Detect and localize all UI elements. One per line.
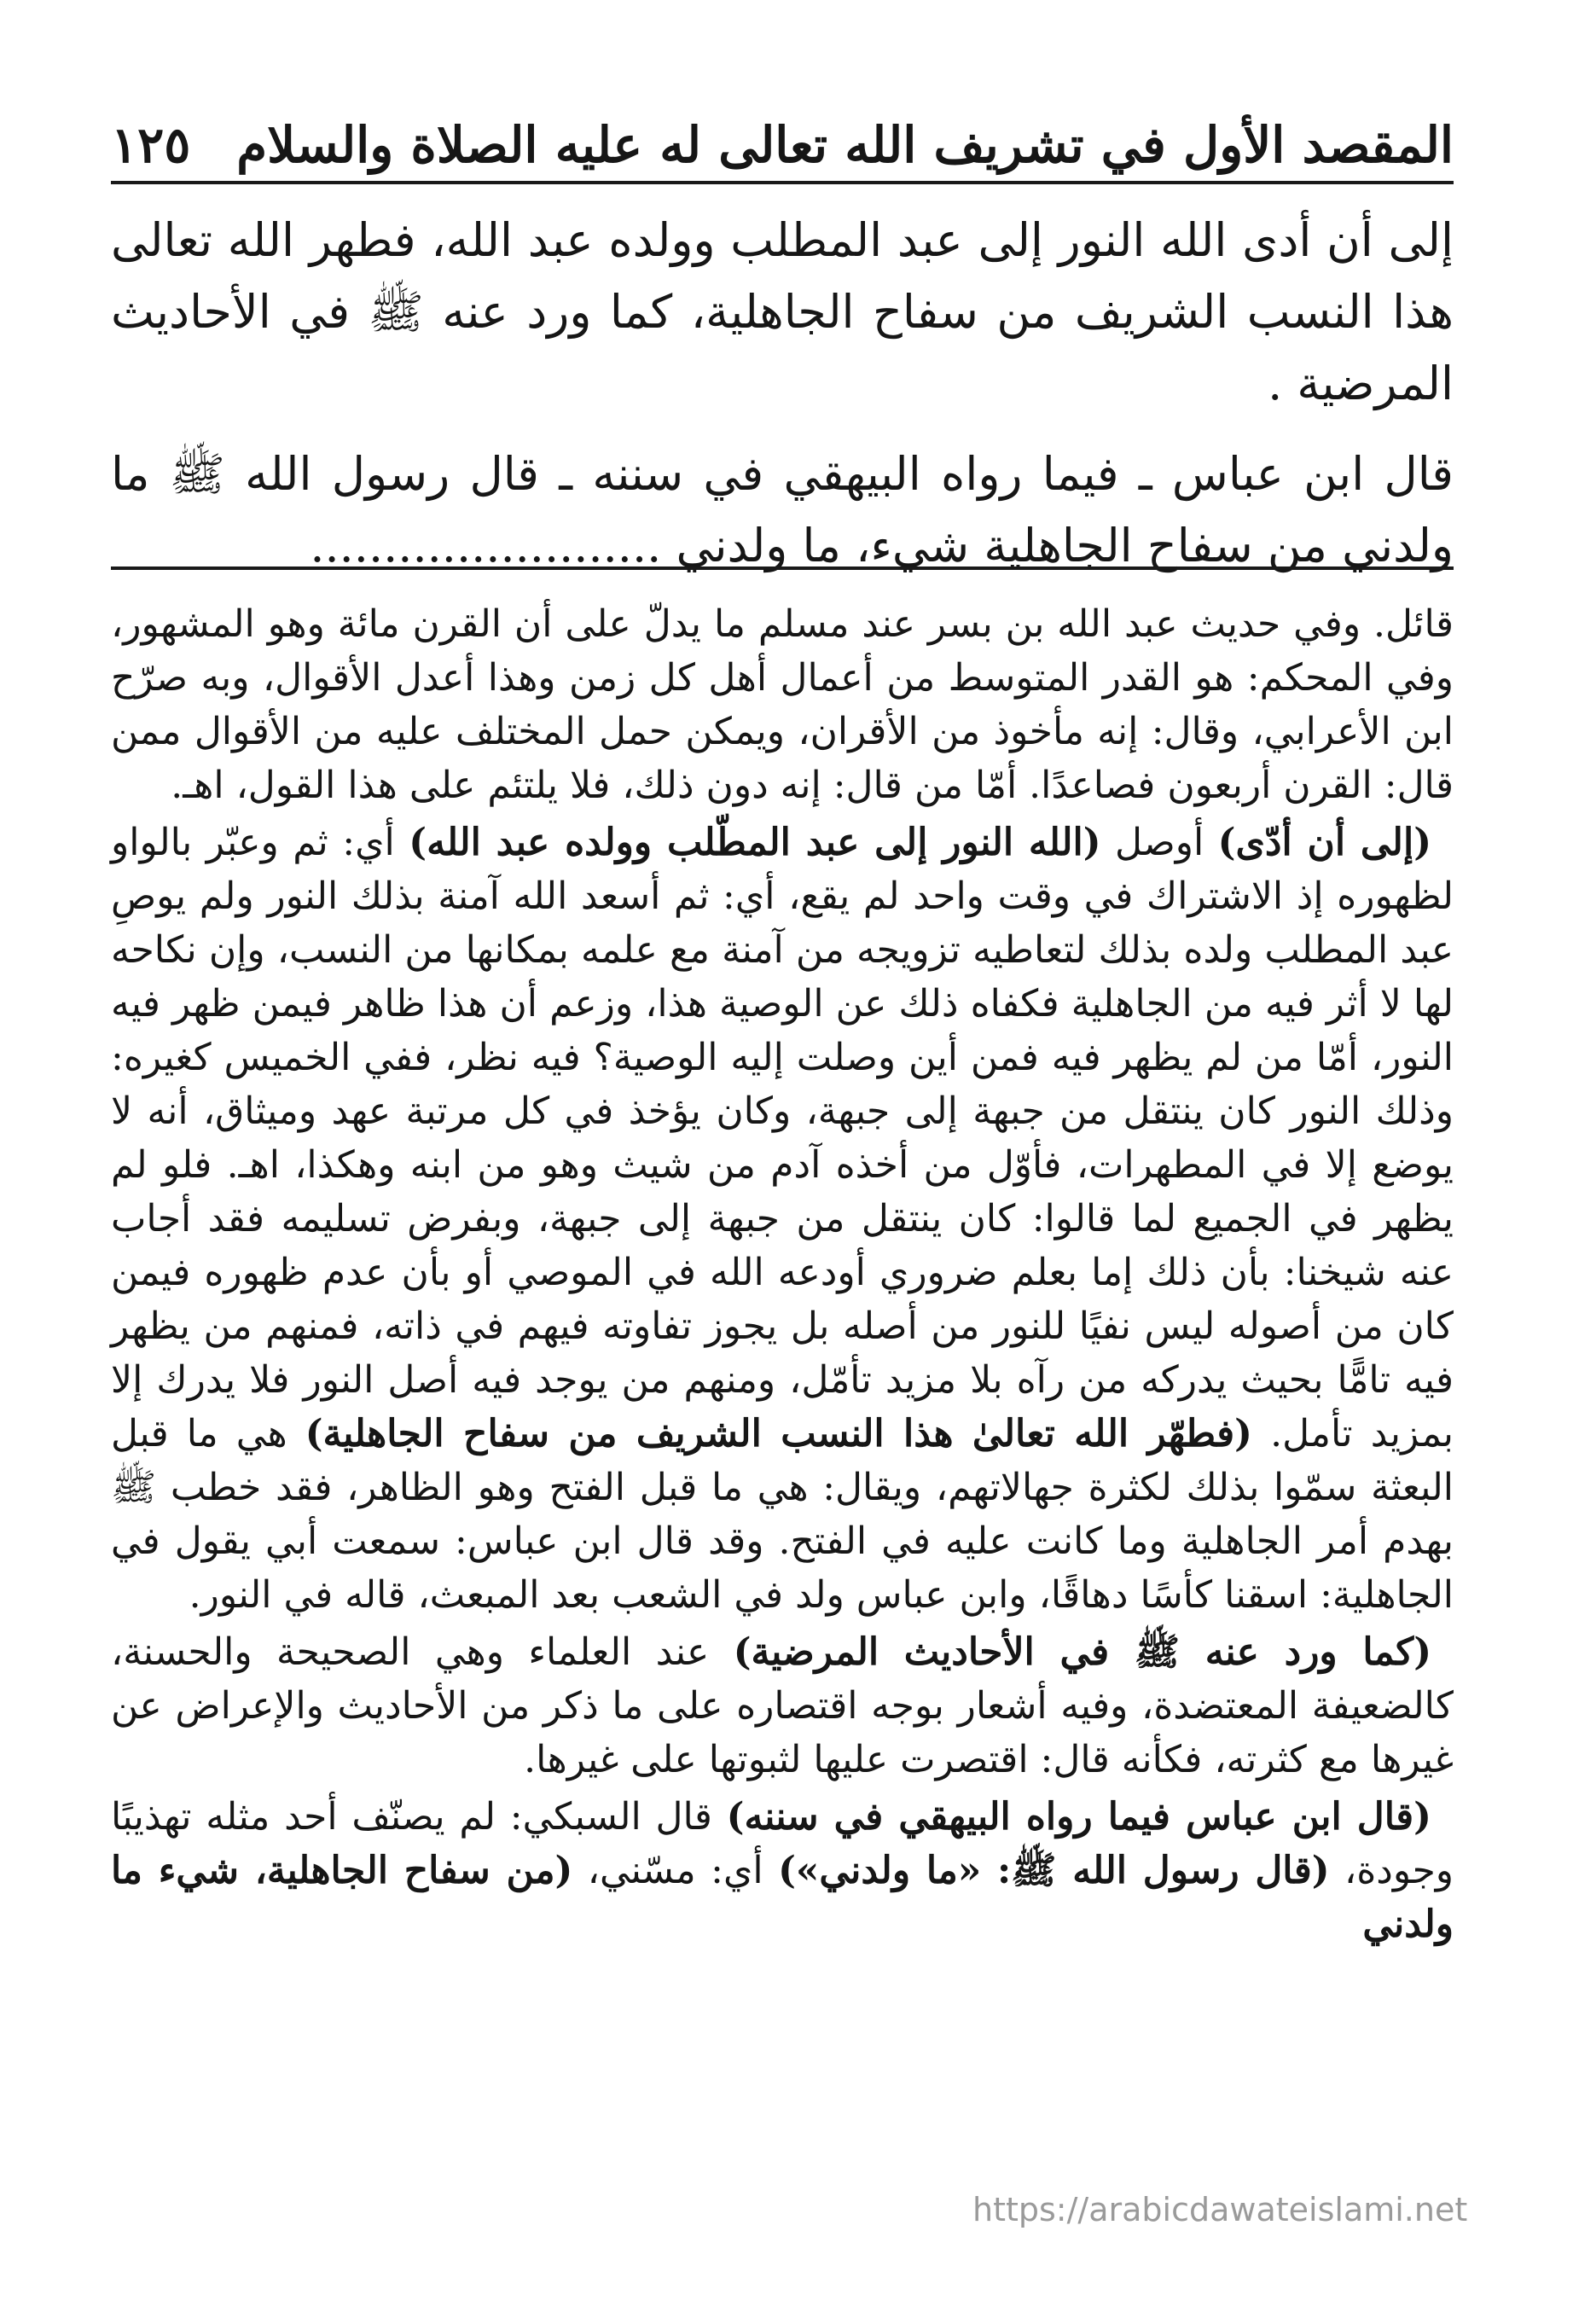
sharh-text xyxy=(111,597,1454,1955)
quoted-matn: (الله النور إلى عبد المطّلب وولده عبد الله) xyxy=(409,821,1101,864)
commentary-run: قال السبكي: لم يصنّف أحد مثله تهذيبًا وجودة، xyxy=(111,1795,1454,1892)
matn-paragraph: إلى أن أدى الله النور إلى عبد المطلب وولده عبد الله، فطهر الله تعالى هذا النسب الشريف من سفاح الجاهلية، كما ورد عنه ﷺ في الأحاديث المرضية . xyxy=(111,213,1454,410)
commentary-run: هي ما قبل البعثة سمّوا بذلك لكثرة جهالاتهم، ويقال: هي ما قبل الفتح وهو الظاهر، فقد خطب ﷺ بهدم أمر الجاهلية وما كانت عليه في الفتح. وقد قال ابن عباس: سمعت أبي يقول في الجاهلية: اسقنا كأسًا دهاقًا، وابن عباس ولد في الشعب بعد المبعث، قاله في النور. xyxy=(111,1412,1454,1617)
quoted-matn: (قال ابن عباس فيما رواه البيهقي في سننه) xyxy=(726,1795,1432,1839)
quoted-matn: (كما ورد عنه ﷺ في الأحاديث المرضية) xyxy=(733,1630,1432,1674)
matn-text xyxy=(111,205,1454,601)
commentary-run: أوصل xyxy=(1100,821,1218,864)
sharh-paragraph: قائل. وفي حديث عبد الله بن بسر عند مسلم ما يدلّ على أن القرن مائة وهو المشهور، وفي المحكم: هو القدر المتوسط من أعمال أهل كل زمن وهذا أعدل الأقوال، وبه صرّح ابن الأعرابي، وقال: إنه مأخوذ من الأقران، ويمكن حمل المختلف عليه من الأقوال ممن قال: القرن أربعون فصاعدًا. أمّا من قال: إنه دون ذلك، فلا يلتئم على هذا القول، اهـ. xyxy=(111,602,1454,807)
watermark-url: https://arabicdawateislami.net xyxy=(972,2191,1468,2228)
header-rule xyxy=(111,181,1454,184)
matn-text-run: قال ابن عباس ـ فيما رواه البيهقي في سننه ـ قال رسول الله ﷺ ما ولدني من سفاح الجاهلية شيء، ما ولدني xyxy=(111,447,1454,572)
matn-paragraph xyxy=(111,439,1454,582)
commentary-run: عند العلماء وهي الصحيحة والحسنة، كالضعيفة المعتضدة، وفيه أشعار بوجه اقتصاره على ما ذكر من الأحاديث والإعراض عن غيرها مع كثرته، فكأنه قال: اقتصرت عليها لثبوتها على غيرها. xyxy=(111,1630,1454,1781)
matn-ellipsis: ........................ xyxy=(310,519,662,572)
quoted-matn: (فطهّر الله تعالىٰ هذا النسب الشريف من سفاح الجاهلية) xyxy=(305,1412,1253,1455)
running-head: المقصد الأول في تشريف الله تعالى له عليه الصلاة والسلام xyxy=(236,116,1454,174)
commentary-run: أي: مسّني، xyxy=(572,1849,779,1892)
quoted-matn: (قال رسول الله ﷺ: «ما ولدني») xyxy=(778,1849,1330,1892)
commentary-run: أي: ثم وعبّر بالواو لظهوره إذ الاشتراك في وقت واحد لم يقع، أي: ثم أسعد الله آمنة بذلك النور ولم يوصِ عبد المطلب ولده بذلك لتعاطيه تزويجه من آمنة مع علمه بمكانها من النسب، وإن نكاحه لها لا أثر فيه من الجاهلية فكفاه ذلك عن الوصية هذا، وزعم أن هذا ظاهر فيمن ظهر فيه النور، أمّا من لم يظهر فيه فمن أين وصلت إليه الوصية؟ فيه نظر، ففي الخميس كغيره: وذلك النور كان ينتقل من جبهة إلى جبهة، وكان يؤخذ في كل مرتبة عهد وميثاق، أنه لا يوضع إلا في المطهرات، فأوّل من أخذه آدم من شيث وهو من ابنه وهكذا، اهـ. فلو لم يظهر في الجميع لما قالوا: كان ينتقل من جبهة إلى جبهة، وبفرض تسليمه فقد أجاب عنه شيخنا: بأن ذلك إما بعلم ضروري أودعه الله في الموصي أو بأن عدم ظهوره فيمن كان من أصوله ليس نفيًا للنور من أصله بل يجوز تفاوته فيهم في ذاته، فمنهم من يظهر فيه تامًّا بحيث يدركه من رآه بلا مزيد تأمّل، ومنهم من يوجد فيه أصل النور فلا يدرك إلا بمزيد تأمل. xyxy=(111,821,1454,1455)
sharh-paragraph xyxy=(111,816,1454,1622)
quoted-matn: (إلى أن أدّى) xyxy=(1217,821,1432,864)
page-number: ١٢٥ xyxy=(111,116,191,174)
sharh-paragraph xyxy=(111,1625,1454,1787)
page-header xyxy=(111,107,1454,183)
matn-sharh-separator xyxy=(111,566,1454,570)
sharh-paragraph xyxy=(111,1790,1454,1951)
quoted-matn: (من سفاح الجاهلية، شيء ما ولدني xyxy=(111,1849,1454,1946)
